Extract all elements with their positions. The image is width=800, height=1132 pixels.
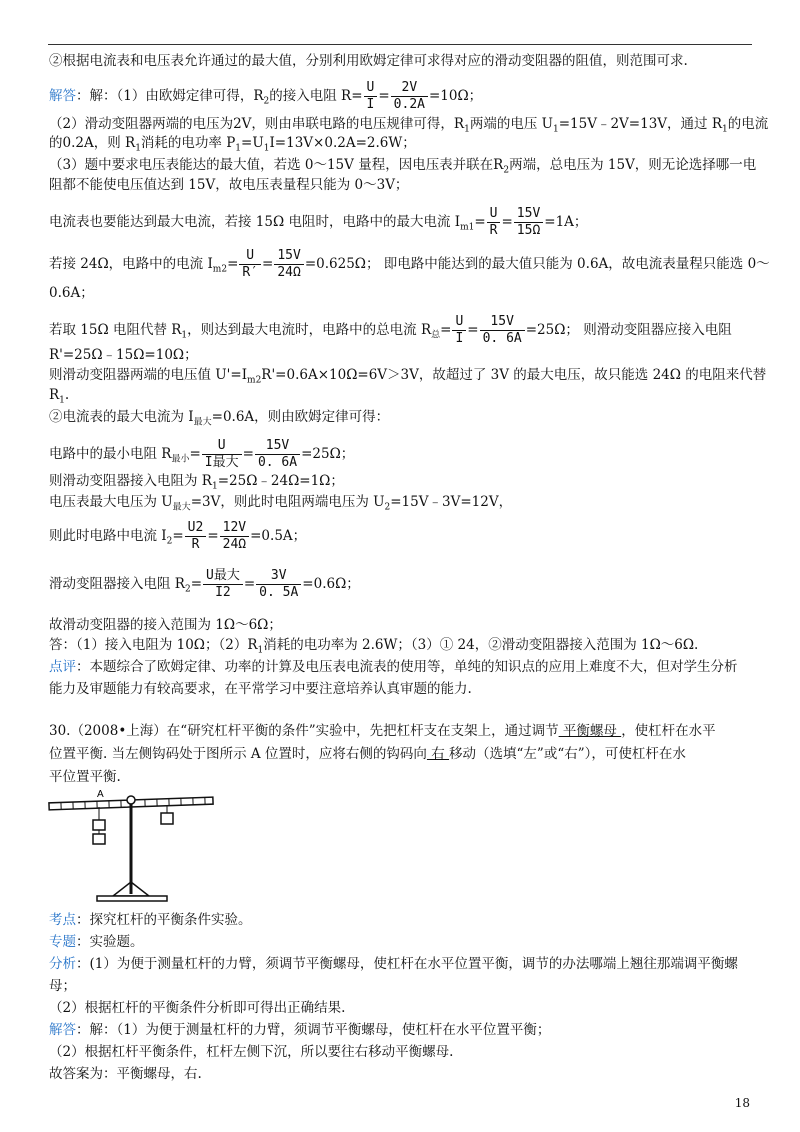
- fraction: $\frac{U}{I}$: [364, 80, 378, 113]
- jieda-tag: 解答: [49, 1022, 76, 1038]
- text-line: ②根据电流表和电压表允许通过的最大值，分别利用欧姆定律可求得对应的滑动变阻器的阻值，则范围可求.: [49, 53, 688, 69]
- label-a: A: [97, 789, 104, 800]
- text-line: （2）滑动变阻器两端的电压为2V，则由串联电路的电压规律可得，$R_1$两端的电压 $U_1=15V﹣2V=13V$，通过 $R_1$的电流: [49, 116, 769, 135]
- text-line: （2）根据杠杆平衡条件，杠杆左侧下沉，所以要往右移动平衡螺母.: [49, 1044, 454, 1060]
- text-line: 位置平衡. 当左侧钩码处于图所示 A 位置时，应将右侧的钩码向 右 移动（选填“左”或“右”），可使杠杆在水: [49, 746, 686, 762]
- text-line: （2）根据杠杆的平衡条件分析即可得出正确结果.: [49, 1000, 346, 1016]
- fraction: $\frac{2V}{0.2A}$: [391, 80, 428, 113]
- lever-figure: [47, 786, 217, 908]
- zhuanti-tag: 专题: [49, 934, 76, 950]
- text-line: 滑动变阻器接入电阻 $R_2=$ $\frac{\text{U最大}}{I2}$ = $\frac{3V}{0. 5A}$ =0.6Ω；: [49, 568, 360, 600]
- review-tag: 点评: [49, 659, 76, 675]
- pivot: [127, 796, 135, 804]
- kaodian-line: 考点：探究杠杆的平衡条件实验。: [49, 912, 252, 928]
- fenxi-tag: 分析: [49, 956, 76, 972]
- answer-blank-2: 右: [426, 746, 450, 762]
- text-line: （3）题中要求电压表能达的最大值，若选 0～15V 量程，因电压表并联在$R_2$两端，总电压为 15V，则无论选择哪一电: [49, 157, 757, 176]
- text-line: 母；: [49, 978, 76, 994]
- text-line: 若取 15Ω 电阻代替 $R_1$，则达到最大电流时，电路中的总电流 $R_总=$ $\frac{U}{I}$ = $\frac{15V}{0. 6A}$ =25Ω； 则滑动变阻器应接入电阻: [49, 314, 732, 346]
- text-line: $R_1$.: [49, 387, 70, 406]
- fraction: $\frac{15V}{15\Omega}$: [514, 206, 543, 239]
- fraction: $\frac{15V}{0. 6A}$: [255, 438, 300, 471]
- left-weight-1: [93, 820, 105, 830]
- answer-line: 答：（1）接入电阻为 10Ω；$(2)R_1$消耗的电功率为 2.6W；（3）① 24，②滑动变阻器接入范围为 1Ω～6Ω.: [49, 637, 699, 656]
- answer-blank-1: 平衡螺母: [558, 723, 622, 739]
- text-line: 电压表最大电压为 $U_{最大}=3V$，则此时电阻两端电压为 $U_2=15V﹣3V=12V$，: [49, 494, 513, 513]
- solution-tag: 解答: [49, 88, 76, 104]
- fraction: $\frac{U}{\text{I最大}}$: [202, 438, 242, 471]
- fraction: $\frac{12V}{24\Omega}$: [220, 520, 249, 553]
- text-line: 故滑动变阻器的接入范围为 1Ω～6Ω；: [49, 617, 282, 633]
- text-line: 能力及审题能力有较高要求，在平常学习中要注意培养认真审题的能力.: [49, 681, 472, 697]
- fenxi-line: 分析：(1）为便于测量杠杆的力臂，须调节平衡螺母，使杠杆在水平位置平衡，调节的办法哪端上翘往那端调平衡螺: [49, 956, 738, 972]
- text-line: 0.6A；: [49, 285, 94, 301]
- fraction: $\frac{15V}{24\Omega}$: [274, 248, 303, 281]
- fraction: $\frac{U}{R}$: [487, 206, 501, 239]
- stand-base: [97, 896, 167, 901]
- text-line: 阻都不能使电压值达到 15V，故电压表量程只能为 0～3V；: [49, 177, 409, 193]
- fraction: $\frac{U}{I}$: [452, 314, 466, 347]
- fraction: $\frac{15V}{0. 6A}$: [480, 314, 525, 347]
- solution-line: 解答：解：（1）由欧姆定律可得，$R_2$的接入电阻 R= $\frac{U}{I}$ = $\frac{2V}{0.2A}$ =10Ω；: [49, 80, 483, 112]
- kaodian-tag: 考点: [49, 912, 76, 928]
- text-line: 电路中的最小电阻 $R_{最小}=$ $\frac{U}{\text{I最大}}$ = $\frac{15V}{0. 6A}$ =25Ω；: [49, 438, 355, 470]
- fraction: $\frac{3V}{0. 5A}$: [256, 568, 301, 601]
- fraction: $\frac{U}{R'}$: [239, 248, 261, 281]
- text-line: 则滑动变阻器接入电阻为 $R_1=25\Omega﹣24\Omega=1\Omega$；: [49, 473, 344, 492]
- text-line: 电流表也要能达到最大电流，若接 15Ω 电阻时，电路中的最大电流 $I_{m1}=$ $\frac{U}{R}$ = $\frac{15V}{15\Omega}$ =1A；: [49, 206, 588, 238]
- text-line: 平位置平衡.: [49, 769, 121, 785]
- page-number: 18: [734, 1096, 750, 1110]
- text-line: 则滑动变阻器两端的电压值 $U'=I_{m2}R'=0.6A\times 10\Omega=6V>3V$，故超过了 3V 的最大电压，故只能选 24Ω 的电阻来代替: [49, 367, 767, 386]
- right-weight: [161, 813, 173, 824]
- zhuanti-line: 专题：实验题。: [49, 934, 144, 950]
- text-line: R'=25Ω﹣15Ω=10Ω；: [49, 347, 198, 363]
- review-line: 点评：本题综合了欧姆定律、功率的计算及电压表电流表的使用等，单纯的知识点的应用上难度不大，但对学生分析: [49, 659, 738, 675]
- jieda-line: 解答：解：（1）为便于测量杠杆的力臂，须调节平衡螺母，使杠杆在水平位置平衡；: [49, 1022, 551, 1038]
- text-line: 故答案为：平衡螺母，右.: [49, 1066, 202, 1082]
- text-line: 则此时电路中电流 $I_2=$ $\frac{U2}{R}$ = $\frac{12V}{24\Omega}$ =0.5A；: [49, 520, 307, 552]
- text-line: ②电流表的最大电流为 $I_{最大}=0.6A$，则由欧姆定律可得：: [49, 409, 390, 428]
- text-line: 的0.2A，则 $R_1$消耗的电功率 $P_1=U_1I=13V\times 0.2A=2.6W$；: [49, 135, 416, 154]
- fraction: $\frac{\text{U最大}}{I2}$: [203, 568, 243, 601]
- fraction: $\frac{U2}{R}$: [185, 520, 207, 553]
- text-line: 若接 24Ω，电路中的电流 $I_{m2}=$ $\frac{U}{R'}$ = $\frac{15V}{24\Omega}$ =0.625Ω； 即电路中能达到的最大值只能为 0.6A，故电流表量程只能选 0～: [49, 248, 770, 280]
- left-weight-2: [93, 834, 105, 844]
- question-30: 30.（2008•上海）在“研究杠杆平衡的条件”实验中，先把杠杆支在支架上，通过调节 平衡螺母 ，使杠杆在水平: [49, 723, 716, 739]
- header-rule: [48, 44, 752, 45]
